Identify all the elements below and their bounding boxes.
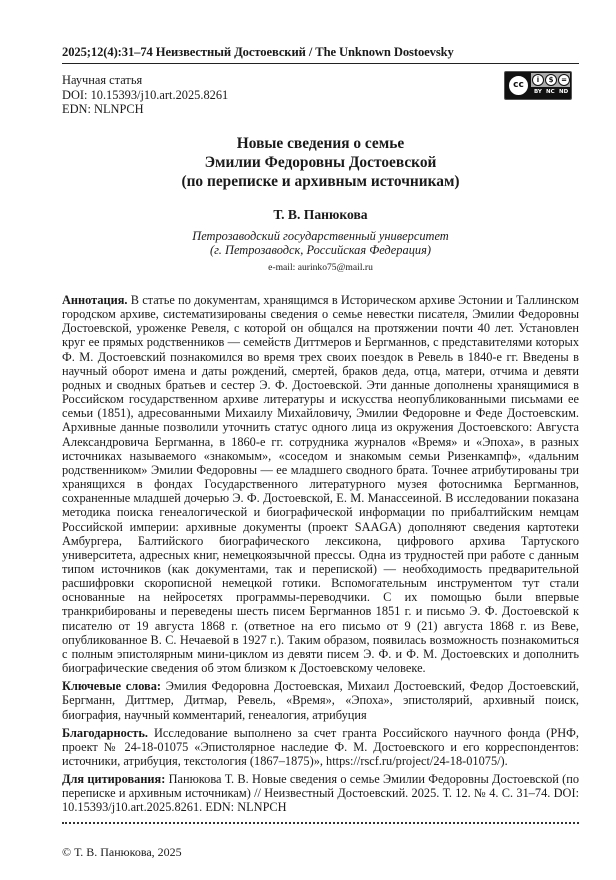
affiliation-line: (г. Петрозаводск, Российская Федерация)	[210, 243, 431, 258]
running-head: 2025;12(4):31–74 Неизвестный Достоевский / The Unknown Dostoevsky	[62, 45, 579, 64]
affiliation-line: Петрозаводский государственный университет	[192, 229, 449, 243]
abstract-text: В статье по документам, хранящимся в Историческом архиве Эстонии и Таллинском городском архиве, систематизированы сведения о семье невестки писателя, Эмилии Федоровны Достоевской, уроженке Ревеля, с которой он общался на протяжении почти 40 лет. Установлен круг ее прямых родственников — семейств Диттмеров и Бергманнов, с представителями которых Ф. М. Достоевский познакомился во время трех своих поездок в Ревель в 1840-е гг. Введены в научный оборот имена и даты рождений, смертей, браков деда, отца, матери, отчима и девяти родных и сводных братьев и сестер Э. Ф. Достоевской. Эти данные дополнены хранящимися в Российском государственном архиве литературы и искусства неопубликованными письмами ее семьи (1851), адресованными Михаилу Михайловичу, Эмилии Федоровне и Феде Достоевским. Архивные данные позволили уточнить статус одного лица из окружения Достоевского: Августа Александровича Бергманна, в 1860-е гг. сотрудника журналов «Время» и «Эпоха», в разных источниках называемого «знакомым», «соседом и знакомым семьи Ризенкампф», «дальним родственником» Эмилии Федоровны — ее младшего сводного брата. Точнее атрибутированы три хранящихся в фондах Государственного литературного музея фотоснимка Бергманнов, сохраненные младшей дочерью Э. Ф. Достоевской, Е. М. Манассеиной. В исследовании показана методика поиска генеалогической и биографической информации по прибалтийским немцам Российской империи: архивные документы (проект SAAGA) дополняют сведения картотеки Амбургера, Балтийского биографического лексикона, цифрового архива Тартуского университета, адресных книг, немецкоязычной прессы. Одна из трудностей при работе с данным типом источников (как документами, так и перепиской) — необходимость предварительной расшифровки скорописной немецкой готики. Вспомогательным инструментом тут стали основанные на нейросетях программы-переводчики. С их помощью были впервые транкрибированы и переведены шесть писем Бергманнов 1851 г. и письмо Э. Ф. Достоевской к писателю от 19 августа 1868 г. (ответное на его письмо от 9 (21) августа 1868 г. из Веве, опубликованное В. С. Нечаевой в 1927 г.). Таким образом, появилась возможность познакомиться с полным эпистолярным мини-циклом из девяти писем Э. Ф. и Ф. М. Достоевских и дополнить биографические сведения об этом близком к Достоевскому человеке.	[62, 293, 579, 676]
abstract	[62, 293, 579, 675]
author-email[interactable]: e-mail: aurinko75@mail.ru	[268, 262, 373, 273]
affiliation	[62, 229, 579, 258]
article-meta	[62, 73, 228, 117]
acknowledgment-label: Благодарность.	[62, 725, 148, 740]
keywords	[62, 679, 579, 721]
cc-license-badge[interactable]	[504, 71, 572, 100]
noncommercial-icon: $	[545, 74, 557, 86]
article-type: Научная статья	[62, 73, 143, 87]
acknowledgment	[62, 726, 579, 768]
article-title	[62, 134, 579, 191]
title-line: Новые сведения о семье	[236, 135, 405, 152]
noderivs-icon: =	[558, 74, 570, 86]
cc-icon: cc	[507, 74, 530, 97]
copyright-notice: © Т. В. Панюкова, 2025	[62, 845, 182, 859]
citation	[62, 772, 579, 814]
abstract-label: Аннотация.	[62, 293, 128, 307]
keywords-label: Ключевые слова:	[62, 679, 162, 694]
license-label-by: BY	[534, 89, 542, 95]
edn: EDN: NLNPCH	[62, 102, 144, 117]
license-label-nc: NC	[546, 89, 555, 95]
doi[interactable]: DOI: 10.15393/j10.art.2025.8261	[62, 87, 229, 102]
citation-text: Панюкова Т. В. Новые сведения о семье Эмилии Федоровны Достоевской (по переписке и архивным источникам) // Неизвестный Достоевский. 2025. Т. 12. № 4. С. 31–74. DOI: 10.15393/j10.art.2025.8261. EDN: NLNPCH	[62, 772, 579, 815]
title-line: Эмилии Федоровны Достоевской	[204, 154, 437, 171]
article-front-matter	[62, 293, 579, 819]
title-line: (по переписке и архивным источникам)	[181, 173, 460, 190]
attribution-icon: i	[532, 74, 544, 86]
citation-label: Для цитирования:	[62, 772, 166, 787]
author-name: Т. В. Панюкова	[273, 207, 368, 222]
section-divider	[62, 822, 579, 824]
acknowledgment-text: Исследование выполнено за счет гранта Российского научного фонда (РНФ, проект № 24-18-01075 «Эпистолярное наследие Ф. М. Достоевского и его корреспондентов: источники, атрибуция, текстология (1867–1875)», https://rscf.ru/project/24-18-01075/).	[62, 725, 579, 768]
keywords-text: Эмилия Федоровна Достоевская, Михаил Достоевский, Федор Достоевский, Бергманн, Диттмер, Дитмар, Ревель, «Время», «Эпоха», эпистолярий, архивный поиск, биография, научный комментарий, генеалогия, атрибуция	[62, 679, 579, 722]
license-label-nd: ND	[559, 89, 569, 95]
